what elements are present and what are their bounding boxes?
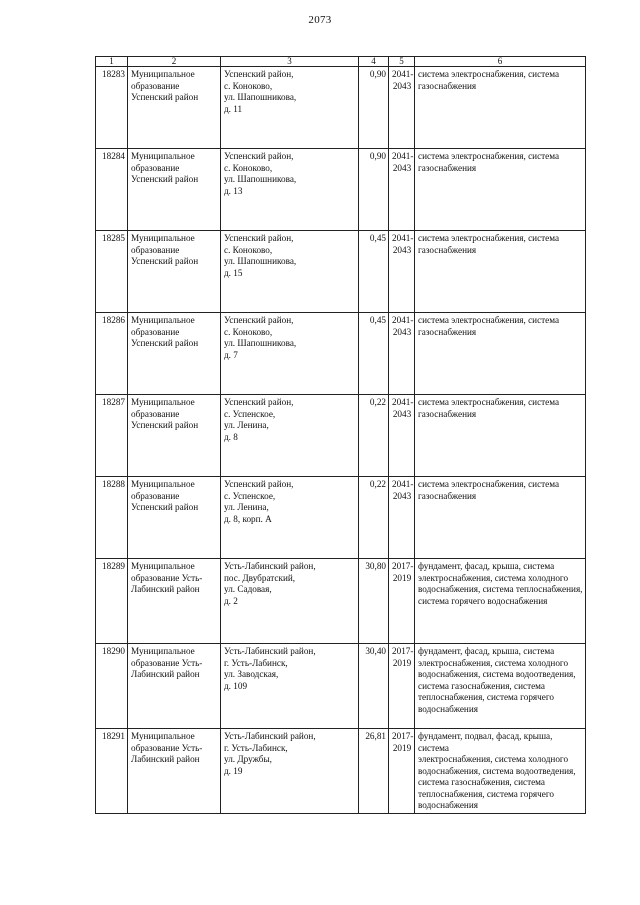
period-cell bbox=[389, 67, 415, 149]
owner-line: Успенский район bbox=[131, 420, 199, 430]
address-line: ул. Шапошникова, bbox=[224, 92, 297, 102]
works-cell bbox=[415, 231, 586, 313]
owner-line: образование bbox=[131, 408, 180, 419]
column-header: 1 bbox=[96, 57, 128, 67]
address-line: г. Усть-Лабинск, bbox=[224, 657, 288, 668]
object-number-cell: 18290 bbox=[96, 644, 128, 729]
address-line: Успенский район, bbox=[224, 315, 294, 325]
area-cell: 0,22 bbox=[359, 477, 389, 559]
table-row bbox=[96, 644, 586, 729]
address-line: д. 8 bbox=[224, 431, 238, 442]
works-cell bbox=[415, 729, 586, 814]
works-line: газоснабжения bbox=[418, 244, 477, 255]
table-row bbox=[96, 149, 586, 231]
address-cell bbox=[221, 149, 359, 231]
table-row bbox=[96, 729, 586, 814]
period-line: 2043 bbox=[392, 244, 412, 255]
works-line: газоснабжения bbox=[418, 80, 477, 91]
owner-line: Лабинский район bbox=[131, 754, 200, 764]
owner-cell bbox=[128, 559, 221, 644]
works-line: газоснабжения bbox=[418, 408, 477, 419]
period-line: 2017- bbox=[392, 561, 414, 571]
area-cell: 26,81 bbox=[359, 729, 389, 814]
works-line: фундамент, подвал, фасад, крыша, система bbox=[418, 731, 553, 753]
works-line: водоснабжения bbox=[418, 800, 478, 810]
object-number-cell: 18286 bbox=[96, 313, 128, 395]
works-line: система газоснабжения, система bbox=[418, 777, 546, 787]
period-line: 2041- bbox=[392, 69, 414, 79]
period-line: 2043 bbox=[392, 490, 412, 501]
address-line: ул. Шапошникова, bbox=[224, 338, 297, 348]
address-line: д. 7 bbox=[224, 349, 238, 360]
object-number-cell: 18283 bbox=[96, 67, 128, 149]
period-cell bbox=[389, 395, 415, 477]
works-line: фундамент, фасад, крыша, система bbox=[418, 646, 555, 656]
area-cell: 0,45 bbox=[359, 313, 389, 395]
address-line: с. Успенское, bbox=[224, 408, 276, 419]
owner-line: образование Усть- bbox=[131, 657, 203, 668]
works-line: система газоснабжения, система bbox=[418, 680, 546, 691]
address-line: ул. Ленина, bbox=[224, 502, 269, 512]
owner-cell bbox=[128, 729, 221, 814]
period-line: 2019 bbox=[392, 657, 412, 668]
area-cell: 30,80 bbox=[359, 559, 389, 644]
works-cell bbox=[415, 395, 586, 477]
column-header: 4 bbox=[359, 57, 389, 67]
owner-line: образование bbox=[131, 490, 180, 501]
period-line: 2043 bbox=[392, 408, 412, 419]
period-line: 2043 bbox=[392, 326, 412, 337]
header-row bbox=[96, 57, 586, 67]
owner-line: Муниципальное bbox=[131, 233, 195, 243]
period-line: 2019 bbox=[392, 742, 412, 753]
owner-line: образование bbox=[131, 244, 180, 255]
owner-line: образование bbox=[131, 326, 180, 337]
address-line: ул. Дружбы, bbox=[224, 754, 272, 764]
works-line: система горячего водоснабжения bbox=[418, 595, 548, 606]
works-cell bbox=[415, 559, 586, 644]
works-cell bbox=[415, 644, 586, 729]
works-line: система электроснабжения, система bbox=[418, 151, 560, 161]
column-header: 2 bbox=[128, 57, 221, 67]
area-cell: 0,45 bbox=[359, 231, 389, 313]
works-line: газоснабжения bbox=[418, 162, 477, 173]
address-line: ул. Шапошникова, bbox=[224, 174, 297, 184]
period-line: 2017- bbox=[392, 731, 414, 741]
owner-cell bbox=[128, 313, 221, 395]
address-line: с. Коноково, bbox=[224, 80, 273, 91]
works-line: система электроснабжения, система bbox=[418, 233, 560, 243]
address-line: Успенский район, bbox=[224, 233, 294, 243]
period-line: 2041- bbox=[392, 233, 414, 243]
address-line: Успенский район, bbox=[224, 69, 294, 79]
address-line: д. 13 bbox=[224, 185, 243, 196]
owner-line: Успенский район bbox=[131, 92, 199, 102]
column-header: 6 bbox=[415, 57, 586, 67]
address-line: д. 11 bbox=[224, 103, 243, 114]
period-line: 2041- bbox=[392, 315, 414, 325]
address-line: с. Успенское, bbox=[224, 490, 276, 501]
table-row bbox=[96, 395, 586, 477]
owner-line: Муниципальное bbox=[131, 315, 195, 325]
works-cell bbox=[415, 313, 586, 395]
address-line: ул. Садовая, bbox=[224, 584, 272, 594]
area-cell: 0,22 bbox=[359, 395, 389, 477]
address-line: д. 8, корп. А bbox=[224, 513, 272, 524]
period-cell bbox=[389, 559, 415, 644]
works-line: система электроснабжения, система bbox=[418, 397, 560, 407]
owner-cell bbox=[128, 231, 221, 313]
address-line: пос. Двубратский, bbox=[224, 572, 296, 583]
owner-line: Муниципальное bbox=[131, 69, 195, 79]
works-line: фундамент, фасад, крыша, система bbox=[418, 561, 555, 571]
area-cell: 0,90 bbox=[359, 149, 389, 231]
address-line: ул. Ленина, bbox=[224, 420, 269, 430]
period-line: 2019 bbox=[392, 572, 412, 583]
owner-cell bbox=[128, 644, 221, 729]
table-row bbox=[96, 477, 586, 559]
page-number: 2073 bbox=[308, 14, 332, 26]
table-row bbox=[96, 559, 586, 644]
address-line: Усть-Лабинский район, bbox=[224, 561, 316, 571]
works-line: водоснабжения bbox=[418, 703, 478, 714]
works-line: система электроснабжения, система bbox=[418, 315, 560, 325]
works-line: электроснабжения, система холодного bbox=[418, 657, 569, 668]
owner-cell bbox=[128, 395, 221, 477]
address-line: с. Коноково, bbox=[224, 326, 273, 337]
address-cell bbox=[221, 729, 359, 814]
works-line: электроснабжения, система холодного bbox=[418, 572, 569, 583]
table-row bbox=[96, 313, 586, 395]
owner-line: образование Усть- bbox=[131, 572, 203, 583]
owner-line: Муниципальное bbox=[131, 646, 195, 656]
period-cell bbox=[389, 313, 415, 395]
period-cell bbox=[389, 477, 415, 559]
works-line: теплоснабжения, система горячего bbox=[418, 692, 554, 702]
works-line: система электроснабжения, система bbox=[418, 479, 560, 489]
owner-line: Муниципальное bbox=[131, 397, 195, 407]
works-cell bbox=[415, 477, 586, 559]
owner-line: Лабинский район bbox=[131, 669, 200, 679]
address-line: д. 109 bbox=[224, 680, 248, 691]
area-cell: 30,40 bbox=[359, 644, 389, 729]
address-line: Успенский район, bbox=[224, 151, 294, 161]
address-line: с. Коноково, bbox=[224, 244, 273, 255]
works-cell bbox=[415, 67, 586, 149]
owner-line: образование bbox=[131, 80, 180, 91]
owner-cell bbox=[128, 67, 221, 149]
owner-line: Муниципальное bbox=[131, 731, 195, 741]
object-number-cell: 18284 bbox=[96, 149, 128, 231]
owner-line: Муниципальное bbox=[131, 479, 195, 489]
address-line: г. Усть-Лабинск, bbox=[224, 742, 288, 753]
column-header: 3 bbox=[221, 57, 359, 67]
works-line: газоснабжения bbox=[418, 326, 477, 337]
works-line: водоснабжения, система теплоснабжения, bbox=[418, 584, 583, 594]
object-number-cell: 18291 bbox=[96, 729, 128, 814]
object-number-cell: 18289 bbox=[96, 559, 128, 644]
address-line: с. Коноково, bbox=[224, 162, 273, 173]
address-cell bbox=[221, 477, 359, 559]
owner-cell bbox=[128, 477, 221, 559]
registry-table bbox=[95, 56, 586, 814]
period-cell bbox=[389, 644, 415, 729]
address-cell bbox=[221, 67, 359, 149]
works-cell bbox=[415, 149, 586, 231]
works-line: теплоснабжения, система горячего bbox=[418, 788, 554, 799]
object-number-cell: 18288 bbox=[96, 477, 128, 559]
address-line: Усть-Лабинский район, bbox=[224, 731, 316, 741]
address-cell bbox=[221, 395, 359, 477]
address-line: Усть-Лабинский район, bbox=[224, 646, 316, 656]
owner-line: Успенский район bbox=[131, 338, 199, 348]
owner-line: Муниципальное bbox=[131, 561, 195, 571]
address-line: ул. Шапошникова, bbox=[224, 256, 297, 266]
period-line: 2017- bbox=[392, 646, 414, 656]
owner-line: Успенский район bbox=[131, 502, 199, 512]
period-line: 2043 bbox=[392, 162, 412, 173]
works-line: система электроснабжения, система bbox=[418, 69, 560, 79]
address-line: ул. Заводская, bbox=[224, 669, 279, 679]
object-number-cell: 18287 bbox=[96, 395, 128, 477]
owner-line: образование Усть- bbox=[131, 742, 203, 753]
object-number-cell: 18285 bbox=[96, 231, 128, 313]
area-cell: 0,90 bbox=[359, 67, 389, 149]
table-row bbox=[96, 231, 586, 313]
address-cell bbox=[221, 231, 359, 313]
period-cell bbox=[389, 231, 415, 313]
address-cell bbox=[221, 313, 359, 395]
works-line: электроснабжения, система холодного bbox=[418, 754, 569, 764]
address-cell bbox=[221, 559, 359, 644]
period-cell bbox=[389, 729, 415, 814]
address-line: д. 15 bbox=[224, 267, 243, 278]
works-line: водоснабжения, система водоотведения, bbox=[418, 669, 576, 679]
owner-cell bbox=[128, 149, 221, 231]
address-line: Успенский район, bbox=[224, 479, 294, 489]
address-cell bbox=[221, 644, 359, 729]
column-header: 5 bbox=[389, 57, 415, 67]
table-body bbox=[96, 67, 586, 814]
owner-line: Успенский район bbox=[131, 256, 199, 266]
period-line: 2043 bbox=[392, 80, 412, 91]
owner-line: Успенский район bbox=[131, 174, 199, 184]
period-cell bbox=[389, 149, 415, 231]
owner-line: Муниципальное bbox=[131, 151, 195, 161]
period-line: 2041- bbox=[392, 479, 414, 489]
address-line: Успенский район, bbox=[224, 397, 294, 407]
address-line: д. 2 bbox=[224, 595, 238, 606]
owner-line: образование bbox=[131, 162, 180, 173]
works-line: водоснабжения, система водоотведения, bbox=[418, 765, 576, 776]
table-row bbox=[96, 67, 586, 149]
period-line: 2041- bbox=[392, 397, 414, 407]
address-line: д. 19 bbox=[224, 765, 243, 776]
works-line: газоснабжения bbox=[418, 490, 477, 501]
period-line: 2041- bbox=[392, 151, 414, 161]
owner-line: Лабинский район bbox=[131, 584, 200, 594]
